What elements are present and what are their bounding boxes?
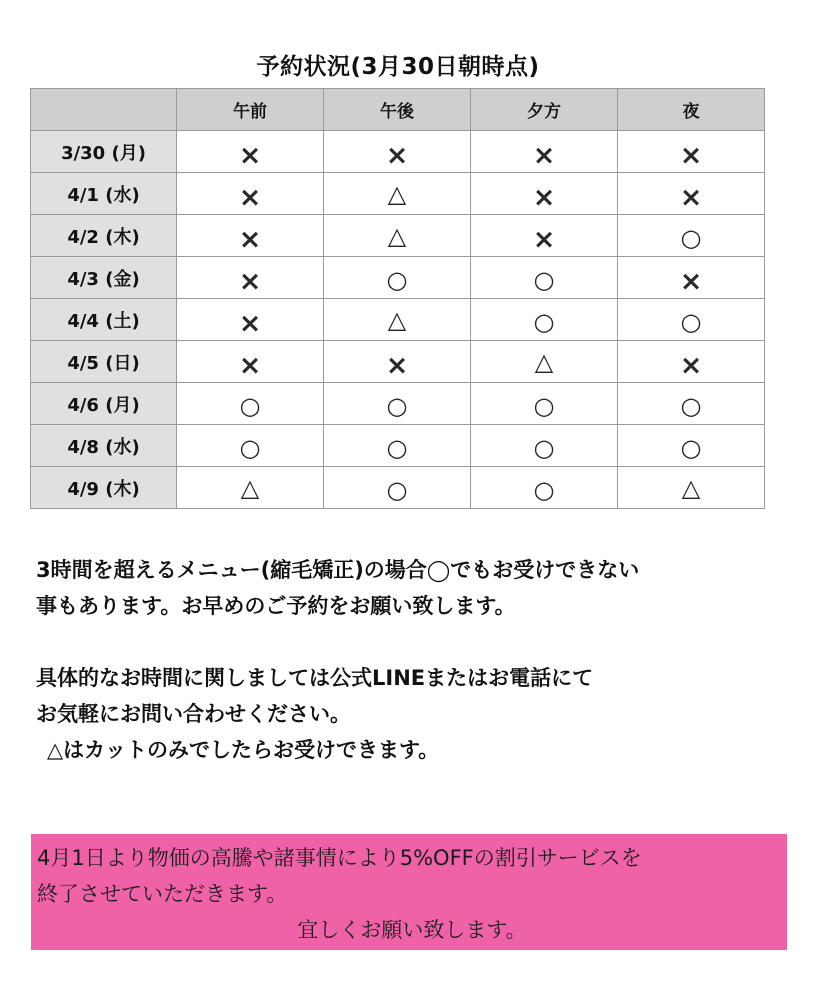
limited-mark: △ (387, 179, 407, 208)
table-header-row (31, 89, 765, 131)
availability-cell (618, 425, 765, 467)
availability-cell (324, 257, 471, 299)
header-morning: 午前 (177, 89, 324, 131)
unavailable-mark: × (238, 182, 262, 213)
limited-mark: △ (240, 473, 260, 502)
available-mark: ○ (680, 433, 702, 462)
availability-cell (471, 341, 618, 383)
available-mark: ○ (680, 307, 702, 336)
availability-cell (618, 341, 765, 383)
availability-cell (177, 299, 324, 341)
available-mark: ○ (239, 391, 261, 420)
available-mark: ○ (386, 391, 408, 420)
unavailable-mark: × (238, 266, 262, 297)
available-mark: ○ (386, 433, 408, 462)
notice-line: 宜しくお願い致します。 (297, 918, 527, 942)
availability-cell (324, 131, 471, 173)
available-mark: ○ (386, 475, 408, 504)
unavailable-mark: × (238, 350, 262, 381)
header-afternoon: 午後 (324, 89, 471, 131)
availability-cell (471, 425, 618, 467)
unavailable-mark: × (532, 140, 556, 171)
available-mark: ○ (239, 433, 261, 462)
availability-cell (177, 257, 324, 299)
reservation-table (30, 88, 765, 509)
unavailable-mark: × (238, 140, 262, 171)
header-night: 夜 (618, 89, 765, 131)
table-row (31, 173, 765, 215)
note-line: △はカットのみでしたらお受けできます。 (47, 738, 440, 762)
row-date: 4/6 (月) (31, 383, 177, 425)
row-date: 4/3 (金) (31, 257, 177, 299)
row-date: 3/30 (月) (31, 131, 177, 173)
availability-cell (471, 383, 618, 425)
note-line: 具体的なお時間に関しましては公式LINEまたはお電話にて (36, 666, 594, 690)
header-evening: 夕方 (471, 89, 618, 131)
availability-cell (618, 257, 765, 299)
notice-line: 4月1日より物価の高騰や諸事情により5%OFFの割引サービスを (37, 846, 642, 870)
availability-cell (324, 383, 471, 425)
table-row (31, 467, 765, 509)
availability-cell (618, 131, 765, 173)
availability-cell (177, 215, 324, 257)
table-row (31, 425, 765, 467)
table-row (31, 131, 765, 173)
available-mark: ○ (680, 391, 702, 420)
availability-cell (618, 173, 765, 215)
available-mark: ○ (533, 433, 555, 462)
availability-cell (324, 299, 471, 341)
limited-mark: △ (387, 305, 407, 334)
table-row (31, 341, 765, 383)
availability-cell (324, 215, 471, 257)
availability-cell (471, 299, 618, 341)
available-mark: ○ (533, 391, 555, 420)
availability-cell (471, 173, 618, 215)
availability-cell (324, 341, 471, 383)
availability-cell (618, 299, 765, 341)
unavailable-mark: × (238, 224, 262, 255)
availability-cell (324, 173, 471, 215)
row-date: 4/5 (日) (31, 341, 177, 383)
note-line: 事もあります。お早めのご予約をお願い致します。 (36, 594, 516, 618)
unavailable-mark: × (679, 140, 703, 171)
availability-cell (177, 425, 324, 467)
unavailable-mark: × (679, 266, 703, 297)
discount-end-notice (31, 834, 787, 950)
availability-cell (177, 173, 324, 215)
header-corner (31, 89, 177, 131)
available-mark: ○ (533, 475, 555, 504)
available-mark: ○ (680, 223, 702, 252)
availability-cell (618, 215, 765, 257)
page-title: 予約状況(3月30日朝時点) (256, 54, 540, 80)
availability-cell (177, 341, 324, 383)
availability-cell (618, 383, 765, 425)
available-mark: ○ (386, 265, 408, 294)
availability-cell (177, 131, 324, 173)
note-line: お気軽にお問い合わせください。 (36, 702, 351, 726)
availability-cell (471, 215, 618, 257)
table-row (31, 299, 765, 341)
unavailable-mark: × (679, 182, 703, 213)
availability-cell (471, 131, 618, 173)
unavailable-mark: × (385, 350, 409, 381)
table-row (31, 257, 765, 299)
limited-mark: △ (681, 473, 701, 502)
table-row (31, 383, 765, 425)
row-date: 4/8 (水) (31, 425, 177, 467)
availability-cell (471, 257, 618, 299)
row-date: 4/1 (水) (31, 173, 177, 215)
limited-mark: △ (387, 221, 407, 250)
notes (36, 552, 806, 768)
unavailable-mark: × (385, 140, 409, 171)
row-date: 4/2 (木) (31, 215, 177, 257)
notice-line: 終了させていただきます。 (37, 882, 288, 906)
limited-mark: △ (534, 347, 554, 376)
unavailable-mark: × (532, 182, 556, 213)
unavailable-mark: × (238, 308, 262, 339)
note-line: 3時間を超えるメニュー(縮毛矯正)の場合◯でもお受けできない (36, 558, 640, 582)
available-mark: ○ (533, 265, 555, 294)
row-date: 4/4 (土) (31, 299, 177, 341)
availability-cell (324, 425, 471, 467)
availability-cell (324, 467, 471, 509)
availability-cell (177, 383, 324, 425)
table-row (31, 215, 765, 257)
unavailable-mark: × (679, 350, 703, 381)
availability-cell (471, 467, 618, 509)
availability-cell (618, 467, 765, 509)
row-date: 4/9 (木) (31, 467, 177, 509)
availability-cell (177, 467, 324, 509)
available-mark: ○ (533, 307, 555, 336)
unavailable-mark: × (532, 224, 556, 255)
